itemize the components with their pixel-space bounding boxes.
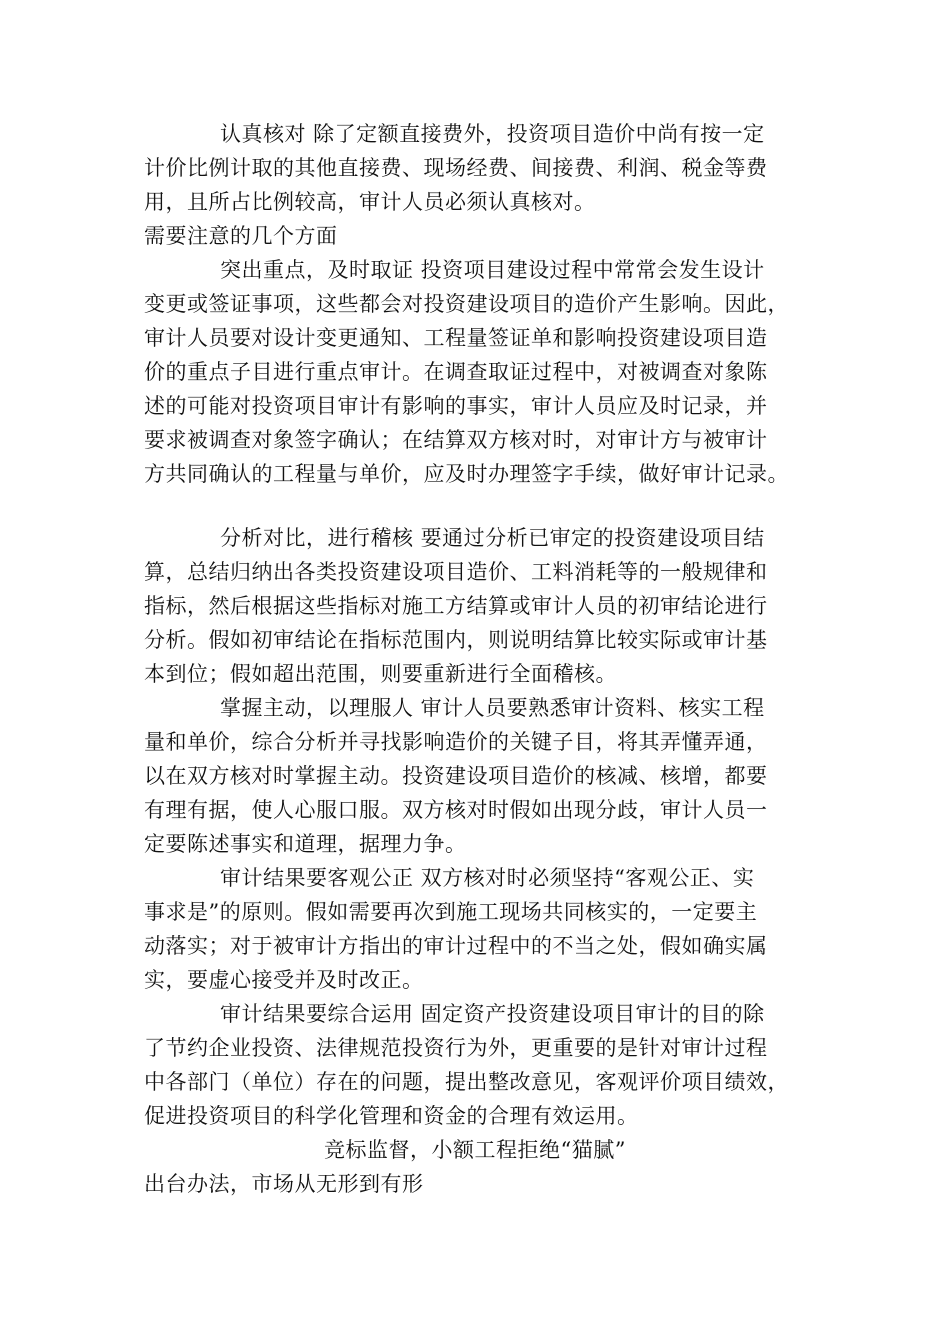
paragraph-line: 变更或签证事项，这些都会对投资建设项目的造价产生影响。因此， xyxy=(144,292,789,316)
paragraph-line: 审计人员要对设计变更通知、工程量签证单和影响投资建设项目造 xyxy=(144,326,768,350)
paragraph-line: 计价比例计取的其他直接费、现场经费、间接费、利润、税金等费 xyxy=(144,156,768,180)
paragraph-line: 实，要虚心接受并及时改正。 xyxy=(144,968,424,992)
paragraph-line: 突出重点，及时取证 投资项目建设过程中常常会发生设计 xyxy=(220,258,765,282)
paragraph-line: 方共同确认的工程量与单价，应及时办理签字手续，做好审计记录。 xyxy=(144,462,789,486)
section-heading: 需要注意的几个方面 xyxy=(144,224,338,248)
paragraph-line: 算，总结归纳出各类投资建设项目造价、工料消耗等的一般规律和 xyxy=(144,560,768,584)
paragraph-line: 述的可能对投资项目审计有影响的事实，审计人员应及时记录，并 xyxy=(144,394,768,418)
paragraph-line: 事求是”的原则。假如需要再次到施工现场共同核实的，一定要主 xyxy=(144,900,758,924)
paragraph-line: 分析对比，进行稽核 要通过分析已审定的投资建设项目结 xyxy=(220,526,765,550)
paragraph-line: 中各部门（单位）存在的问题，提出整改意见，客观评价项目绩效， xyxy=(144,1070,789,1094)
paragraph-line: 价的重点子目进行重点审计。在调查取证过程中，对被调查对象陈 xyxy=(144,360,768,384)
paragraph-line: 掌握主动，以理服人 审计人员要熟悉审计资料、核实工程 xyxy=(220,696,765,720)
paragraph-line: 审计结果要客观公正 双方核对时必须坚持“客观公正、实 xyxy=(220,866,755,890)
paragraph-line: 定要陈述事实和道理，据理力争。 xyxy=(144,832,467,856)
paragraph-line: 以在双方核对时掌握主动。投资建设项目造价的核减、核增，都要 xyxy=(144,764,768,788)
paragraph-line: 用，且所占比例较高，审计人员必须认真核对。 xyxy=(144,190,596,214)
paragraph-line: 有理有据，使人心服口服。双方核对时假如出现分歧，审计人员一 xyxy=(144,798,768,822)
paragraph-line: 量和单价，综合分析并寻找影响造价的关键子目，将其弄懂弄通， xyxy=(144,730,768,754)
paragraph-line: 了节约企业投资、法律规范投资行为外，更重要的是针对审计过程 xyxy=(144,1036,768,1060)
paragraph-line: 要求被调查对象签字确认；在结算双方核对时，对审计方与被审计 xyxy=(144,428,768,452)
paragraph-line: 促进投资项目的科学化管理和资金的合理有效运用。 xyxy=(144,1104,639,1128)
paragraph-line: 分析。假如初审结论在指标范围内，则说明结算比较实际或审计基 xyxy=(144,628,768,652)
paragraph-line: 本到位；假如超出范围，则要重新进行全面稽核。 xyxy=(144,662,617,686)
paragraph-line: 指标，然后根据这些指标对施工方结算或审计人员的初审结论进行 xyxy=(144,594,768,618)
paragraph-line: 审计结果要综合运用 固定资产投资建设项目审计的目的除 xyxy=(220,1002,765,1026)
paragraph-line: 动落实；对于被审计方指出的审计过程中的不当之处，假如确实属 xyxy=(144,934,768,958)
section-heading: 出台办法，市场从无形到有形 xyxy=(144,1172,424,1196)
paragraph-line: 认真核对 除了定额直接费外，投资项目造价中尚有按一定 xyxy=(220,122,765,146)
centered-heading: 竞标监督，小额工程拒绝“猫腻” xyxy=(324,1138,626,1162)
